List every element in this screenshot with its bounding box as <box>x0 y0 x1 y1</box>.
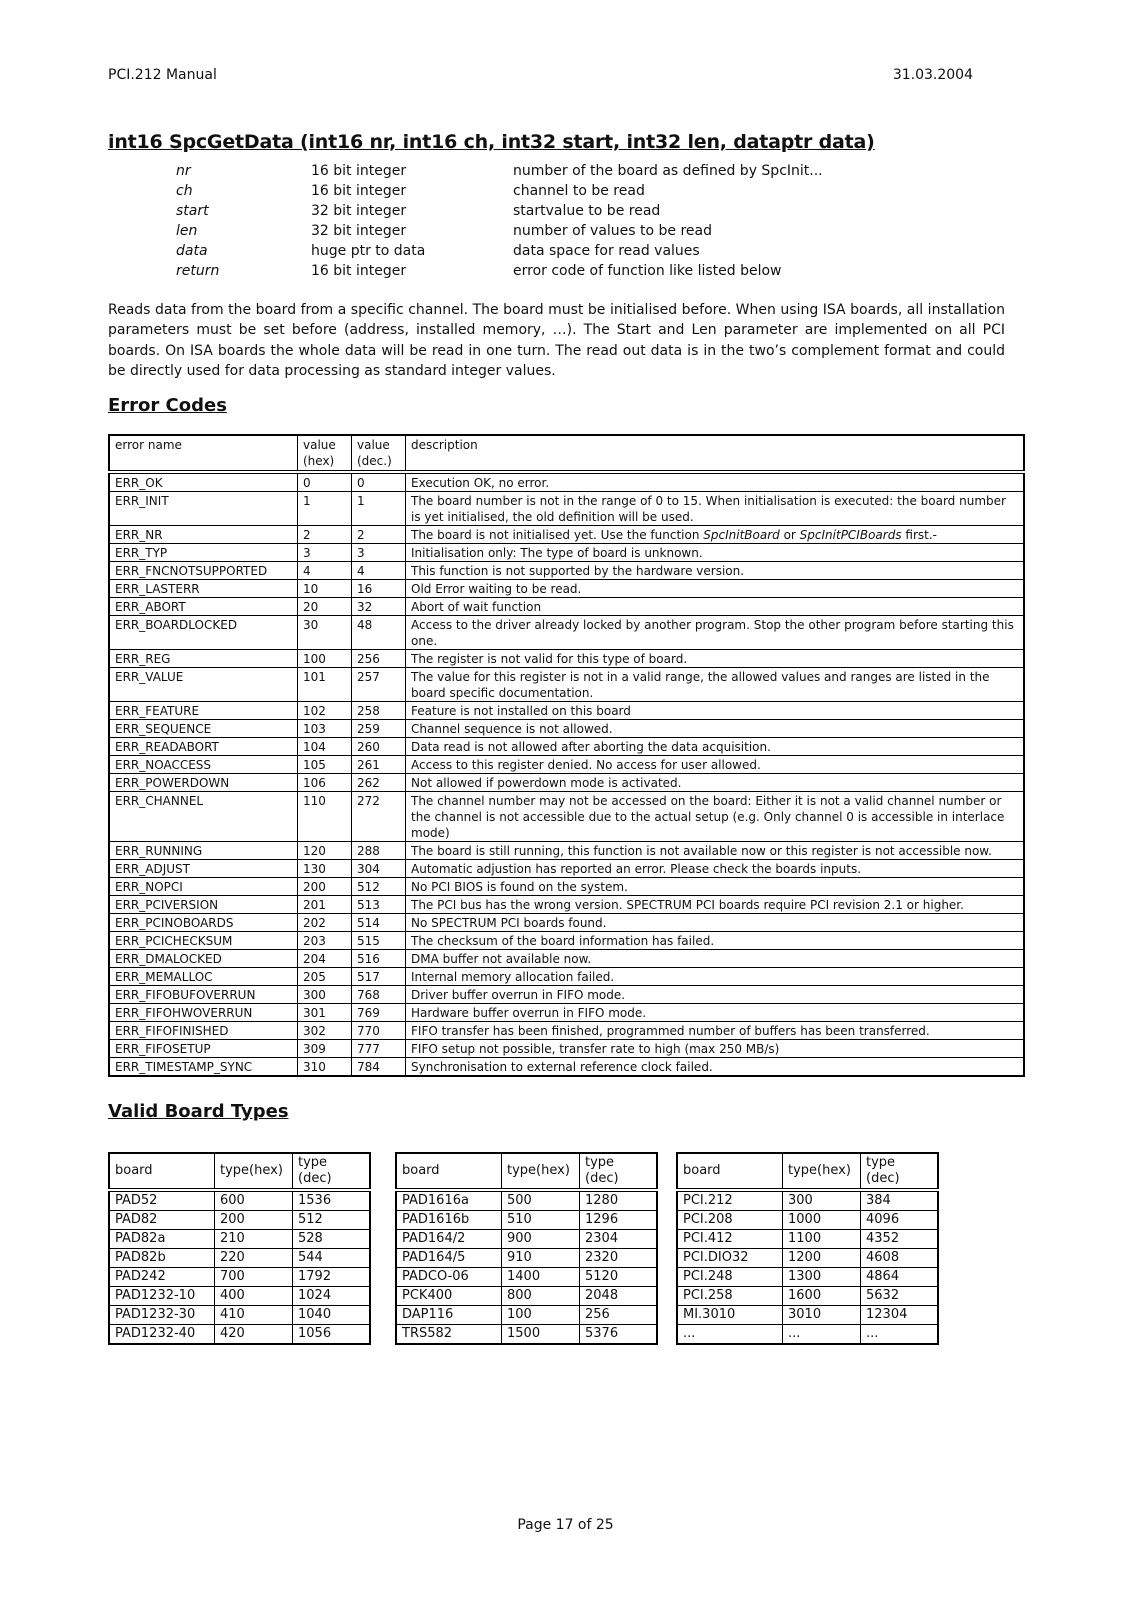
table-row <box>109 1022 1024 1040</box>
table-cell: 30 <box>298 616 352 650</box>
table-cell: 1536 <box>293 1190 371 1211</box>
table-cell: PAD1616a <box>396 1190 502 1211</box>
parameter-type: 16 bit integer <box>311 263 407 279</box>
parameter-type: 16 bit integer <box>311 183 407 199</box>
table-cell: FIFO setup not possible, transfer rate to high (max 250 MB/s) <box>406 1040 1025 1058</box>
parameter-name: nr <box>176 163 191 179</box>
table-row <box>109 914 1024 932</box>
table-cell: 384 <box>861 1190 939 1211</box>
table-row <box>109 878 1024 896</box>
table-cell: Internal memory allocation failed. <box>406 968 1025 986</box>
table-cell: 120 <box>298 842 352 860</box>
table-row <box>109 1287 370 1306</box>
error-table-header-row <box>109 435 1024 472</box>
table-cell: FIFO transfer has been finished, programmed number of buffers has been transferred. <box>406 1022 1025 1040</box>
table-cell: 4 <box>352 562 406 580</box>
table-row <box>396 1306 657 1325</box>
table-row <box>109 950 1024 968</box>
table-cell: Hardware buffer overrun in FIFO mode. <box>406 1004 1025 1022</box>
table-cell: ERR_BOARDLOCKED <box>109 616 298 650</box>
page-footer: Page 17 of 25 <box>517 1517 614 1533</box>
table-cell: ERR_FIFOFINISHED <box>109 1022 298 1040</box>
parameter-description: number of values to be read <box>513 223 713 239</box>
table-cell: 4864 <box>861 1268 939 1287</box>
parameter-type: 16 bit integer <box>311 163 407 179</box>
table-cell: ERR_READABORT <box>109 738 298 756</box>
table-cell: ERR_NR <box>109 526 298 544</box>
table-cell: 2320 <box>580 1249 658 1268</box>
table-cell: 1600 <box>783 1287 861 1306</box>
table-cell: ERR_PCINOBOARDS <box>109 914 298 932</box>
table-cell: ERR_INIT <box>109 492 298 526</box>
table-cell: 1024 <box>293 1287 371 1306</box>
function-reference: SpcInitPCIBoards <box>799 528 902 542</box>
table-row <box>677 1306 938 1325</box>
table-cell: 2048 <box>580 1287 658 1306</box>
table-cell: 500 <box>502 1190 580 1211</box>
table-cell: 258 <box>352 702 406 720</box>
table-row <box>677 1249 938 1268</box>
table-cell: 410 <box>215 1306 293 1325</box>
table-cell: No SPECTRUM PCI boards found. <box>406 914 1025 932</box>
table-cell: ERR_CHANNEL <box>109 792 298 842</box>
table-cell: ERR_SEQUENCE <box>109 720 298 738</box>
table-cell: Feature is not installed on this board <box>406 702 1025 720</box>
table-cell: 2 <box>298 526 352 544</box>
table-cell: 528 <box>293 1230 371 1249</box>
table-cell: ERR_TIMESTAMP_SYNC <box>109 1058 298 1077</box>
parameter-type: huge ptr to data <box>311 243 426 259</box>
table-cell: MI.3010 <box>677 1306 783 1325</box>
column-header: error name <box>109 435 298 472</box>
table-cell: 201 <box>298 896 352 914</box>
table-row <box>109 756 1024 774</box>
table-cell: PADCO-06 <box>396 1268 502 1287</box>
table-row <box>109 1058 1024 1077</box>
table-cell: 1792 <box>293 1268 371 1287</box>
column-header: board <box>109 1153 215 1190</box>
table-cell: PAD1232-30 <box>109 1306 215 1325</box>
table-cell: PCI.248 <box>677 1268 783 1287</box>
table-cell: ERR_TYP <box>109 544 298 562</box>
table-cell: ERR_ABORT <box>109 598 298 616</box>
table-row <box>109 650 1024 668</box>
column-header: type (dec) <box>580 1153 658 1190</box>
parameter-description: startvalue to be read <box>513 203 661 219</box>
table-cell: The channel number may not be accessed on the board: Either it is not a valid channel number or the channel is not accessible due to the actual setup (e.g. Only channel 0 is accessible in interlace mode) <box>406 792 1025 842</box>
table-cell: The checksum of the board information has failed. <box>406 932 1025 950</box>
table-row <box>396 1287 657 1306</box>
table-cell: 256 <box>352 650 406 668</box>
table-row <box>109 526 1024 544</box>
table-cell: Abort of wait function <box>406 598 1025 616</box>
table-cell: 200 <box>215 1211 293 1230</box>
table-row <box>109 1211 370 1230</box>
table-cell: ERR_PCICHECKSUM <box>109 932 298 950</box>
column-header: type (dec) <box>861 1153 939 1190</box>
table-cell: 769 <box>352 1004 406 1022</box>
column-header: type(hex) <box>783 1153 861 1190</box>
table-row <box>109 986 1024 1004</box>
table-row <box>109 1230 370 1249</box>
table-cell: Execution OK, no error. <box>406 472 1025 492</box>
table-cell: 2 <box>352 526 406 544</box>
board-table-header-row <box>677 1153 938 1190</box>
table-cell: 100 <box>502 1306 580 1325</box>
table-cell: 202 <box>298 914 352 932</box>
table-cell: PCI.DIO32 <box>677 1249 783 1268</box>
table-cell: Driver buffer overrun in FIFO mode. <box>406 986 1025 1004</box>
table-row <box>396 1190 657 1211</box>
table-cell: 10 <box>298 580 352 598</box>
table-cell: 204 <box>298 950 352 968</box>
table-cell: 101 <box>298 668 352 702</box>
board-table-header-row <box>396 1153 657 1190</box>
table-cell: ... <box>677 1325 783 1345</box>
parameter-row <box>176 181 913 201</box>
column-header: type(hex) <box>502 1153 580 1190</box>
table-cell: 12304 <box>861 1306 939 1325</box>
table-row <box>109 1190 370 1211</box>
table-row <box>109 968 1024 986</box>
board-types-table-3 <box>676 1152 939 1345</box>
table-row <box>677 1230 938 1249</box>
table-cell: 1 <box>298 492 352 526</box>
table-cell: 300 <box>783 1190 861 1211</box>
table-cell: PAD82b <box>109 1249 215 1268</box>
table-cell: PAD82a <box>109 1230 215 1249</box>
table-cell: No PCI BIOS is found on the system. <box>406 878 1025 896</box>
table-cell: Access to the driver already locked by another program. Stop the other program before starting this one. <box>406 616 1025 650</box>
parameter-row <box>176 261 913 281</box>
table-cell: 260 <box>352 738 406 756</box>
table-cell: 301 <box>298 1004 352 1022</box>
table-cell: 200 <box>298 878 352 896</box>
table-cell: Automatic adjustion has reported an error. Please check the boards inputs. <box>406 860 1025 878</box>
table-row <box>109 842 1024 860</box>
table-row <box>109 472 1024 492</box>
table-row <box>677 1287 938 1306</box>
parameter-row <box>176 201 913 221</box>
table-cell: ERR_NOPCI <box>109 878 298 896</box>
table-row <box>396 1268 657 1287</box>
table-cell: This function is not supported by the hardware version. <box>406 562 1025 580</box>
board-types-table-2 <box>395 1152 658 1345</box>
table-cell: 4608 <box>861 1249 939 1268</box>
table-cell: The PCI bus has the wrong version. SPECTRUM PCI boards require PCI revision 2.1 or higher. <box>406 896 1025 914</box>
table-cell: ERR_NOACCESS <box>109 756 298 774</box>
table-cell: PAD1616b <box>396 1211 502 1230</box>
table-row <box>109 738 1024 756</box>
table-row <box>109 702 1024 720</box>
table-row <box>109 1249 370 1268</box>
table-cell: PCI.208 <box>677 1211 783 1230</box>
description-paragraph: Reads data from the board from a specific channel. The board must be initialised before. When using ISA boards, all installation parameters must be set before (address, installed memory, …). The Start and Len parameter are implemented on all PCI boards. On ISA boards the whole data will be read in one turn. The read out data is in the two’s complement format and could be directly used for data processing as standard integer values. <box>108 302 1005 379</box>
parameter-type: 32 bit integer <box>311 223 407 239</box>
table-cell: 259 <box>352 720 406 738</box>
table-cell: 0 <box>298 472 352 492</box>
table-cell: 400 <box>215 1287 293 1306</box>
table-row <box>109 860 1024 878</box>
table-cell: Not allowed if powerdown mode is activated. <box>406 774 1025 792</box>
table-cell: 1200 <box>783 1249 861 1268</box>
table-cell: 5632 <box>861 1287 939 1306</box>
table-cell: 272 <box>352 792 406 842</box>
table-cell: PAD52 <box>109 1190 215 1211</box>
table-cell: Initialisation only: The type of board is unknown. <box>406 544 1025 562</box>
table-cell: Data read is not allowed after aborting the data acquisition. <box>406 738 1025 756</box>
board-table-header-row <box>109 1153 370 1190</box>
parameter-list <box>176 161 913 281</box>
table-cell: 420 <box>215 1325 293 1345</box>
table-cell: 106 <box>298 774 352 792</box>
table-row <box>109 774 1024 792</box>
table-cell: PAD164/2 <box>396 1230 502 1249</box>
table-cell: 288 <box>352 842 406 860</box>
table-cell: 513 <box>352 896 406 914</box>
table-row <box>677 1268 938 1287</box>
table-row <box>109 1325 370 1345</box>
table-cell: 302 <box>298 1022 352 1040</box>
table-cell: ERR_RUNNING <box>109 842 298 860</box>
table-cell: 309 <box>298 1040 352 1058</box>
table-cell: 310 <box>298 1058 352 1077</box>
function-title: int16 SpcGetData (int16 nr, int16 ch, int32 start, int32 len, dataptr data) <box>108 131 875 153</box>
table-cell: 1300 <box>783 1268 861 1287</box>
table-row <box>109 1004 1024 1022</box>
table-cell: 32 <box>352 598 406 616</box>
table-cell: 48 <box>352 616 406 650</box>
table-cell: 512 <box>352 878 406 896</box>
table-row <box>109 932 1024 950</box>
table-cell: DAP116 <box>396 1306 502 1325</box>
table-cell: 600 <box>215 1190 293 1211</box>
table-cell: 3 <box>298 544 352 562</box>
table-cell: 900 <box>502 1230 580 1249</box>
table-cell: Channel sequence is not allowed. <box>406 720 1025 738</box>
parameter-description: number of the board as defined by SpcInit... <box>513 163 823 179</box>
table-cell: 261 <box>352 756 406 774</box>
table-cell: 515 <box>352 932 406 950</box>
table-cell: ERR_LASTERR <box>109 580 298 598</box>
table-row <box>396 1249 657 1268</box>
board-types-heading: Valid Board Types <box>108 1101 289 1122</box>
table-cell: ERR_PCIVERSION <box>109 896 298 914</box>
table-row <box>109 1268 370 1287</box>
table-cell: 1100 <box>783 1230 861 1249</box>
table-cell: TRS582 <box>396 1325 502 1345</box>
table-cell: ERR_FIFOHWOVERRUN <box>109 1004 298 1022</box>
table-cell: 768 <box>352 986 406 1004</box>
table-row <box>109 598 1024 616</box>
table-cell: 220 <box>215 1249 293 1268</box>
table-cell: 104 <box>298 738 352 756</box>
table-cell: 4352 <box>861 1230 939 1249</box>
table-cell: 256 <box>580 1306 658 1325</box>
table-cell: ... <box>783 1325 861 1345</box>
table-cell: 203 <box>298 932 352 950</box>
table-cell: ERR_MEMALLOC <box>109 968 298 986</box>
table-row <box>109 544 1024 562</box>
table-row <box>677 1211 938 1230</box>
table-cell: ERR_FIFOSETUP <box>109 1040 298 1058</box>
table-cell: The value for this register is not in a valid range, the allowed values and ranges are listed in the board specific documentation. <box>406 668 1025 702</box>
table-row <box>109 1306 370 1325</box>
table-cell: 516 <box>352 950 406 968</box>
table-row <box>677 1325 938 1345</box>
table-cell: 1 <box>352 492 406 526</box>
table-cell: 3 <box>352 544 406 562</box>
table-cell: The register is not valid for this type of board. <box>406 650 1025 668</box>
table-cell: 1500 <box>502 1325 580 1345</box>
table-cell: ERR_DMALOCKED <box>109 950 298 968</box>
column-header: board <box>396 1153 502 1190</box>
table-cell: The board number is not in the range of 0 to 15. When initialisation is executed: the board number is yet initialised, the old definition will be used. <box>406 492 1025 526</box>
table-cell: 5376 <box>580 1325 658 1345</box>
column-header: type(hex) <box>215 1153 293 1190</box>
column-header: board <box>677 1153 783 1190</box>
table-cell: 100 <box>298 650 352 668</box>
table-cell: 544 <box>293 1249 371 1268</box>
table-cell: 0 <box>352 472 406 492</box>
table-cell: ERR_REG <box>109 650 298 668</box>
table-cell: 700 <box>215 1268 293 1287</box>
table-cell: 16 <box>352 580 406 598</box>
table-cell: PAD242 <box>109 1268 215 1287</box>
table-cell: Access to this register denied. No access for user allowed. <box>406 756 1025 774</box>
function-reference: SpcInitBoard <box>703 528 780 542</box>
table-row <box>396 1325 657 1345</box>
table-cell: 777 <box>352 1040 406 1058</box>
table-cell: 205 <box>298 968 352 986</box>
table-row <box>396 1230 657 1249</box>
table-cell: 1000 <box>783 1211 861 1230</box>
table-cell: PCK400 <box>396 1287 502 1306</box>
table-row <box>109 562 1024 580</box>
table-row <box>396 1211 657 1230</box>
table-cell: PAD1232-40 <box>109 1325 215 1345</box>
table-row <box>109 720 1024 738</box>
table-cell: 262 <box>352 774 406 792</box>
table-cell: 130 <box>298 860 352 878</box>
table-cell: 5120 <box>580 1268 658 1287</box>
table-cell: PCI.412 <box>677 1230 783 1249</box>
table-cell: ERR_OK <box>109 472 298 492</box>
table-cell: ERR_FIFOBUFOVERRUN <box>109 986 298 1004</box>
parameter-name: start <box>176 203 209 219</box>
table-cell: 1056 <box>293 1325 371 1345</box>
error-codes-heading: Error Codes <box>108 395 227 416</box>
table-cell: 1040 <box>293 1306 371 1325</box>
table-row <box>109 580 1024 598</box>
table-cell: The board is not initialised yet. Use the function SpcInitBoard or SpcInitPCIBoards first.- <box>406 526 1025 544</box>
table-cell: 1296 <box>580 1211 658 1230</box>
table-cell: 103 <box>298 720 352 738</box>
table-row <box>109 896 1024 914</box>
table-cell: PAD164/5 <box>396 1249 502 1268</box>
column-header: value (dec.) <box>352 435 406 472</box>
table-cell: 257 <box>352 668 406 702</box>
table-cell: 512 <box>293 1211 371 1230</box>
parameter-row <box>176 161 913 181</box>
table-cell: 4096 <box>861 1211 939 1230</box>
table-cell: 2304 <box>580 1230 658 1249</box>
table-cell: Synchronisation to external reference clock failed. <box>406 1058 1025 1077</box>
table-cell: 4 <box>298 562 352 580</box>
parameter-description: error code of function like listed below <box>513 263 782 279</box>
header-title: PCI.212 Manual <box>108 67 217 83</box>
header-date: 31.03.2004 <box>892 67 973 83</box>
table-cell: PCI.258 <box>677 1287 783 1306</box>
table-cell: DMA buffer not available now. <box>406 950 1025 968</box>
table-cell: ERR_FEATURE <box>109 702 298 720</box>
table-cell: 510 <box>502 1211 580 1230</box>
parameter-row <box>176 241 913 261</box>
table-cell: 800 <box>502 1287 580 1306</box>
table-cell: ERR_ADJUST <box>109 860 298 878</box>
table-cell: ... <box>861 1325 939 1345</box>
table-row <box>109 1040 1024 1058</box>
column-header: type (dec) <box>293 1153 371 1190</box>
table-row <box>109 792 1024 842</box>
table-row <box>109 668 1024 702</box>
table-cell: 514 <box>352 914 406 932</box>
table-cell: PCI.212 <box>677 1190 783 1211</box>
table-cell: ERR_FNCNOTSUPPORTED <box>109 562 298 580</box>
table-cell: The board is still running, this function is not available now or this register is not accessible now. <box>406 842 1025 860</box>
table-cell: 110 <box>298 792 352 842</box>
table-cell: Old Error waiting to be read. <box>406 580 1025 598</box>
parameter-name: len <box>176 223 198 239</box>
table-cell: ERR_VALUE <box>109 668 298 702</box>
table-cell: 3010 <box>783 1306 861 1325</box>
table-cell: 517 <box>352 968 406 986</box>
table-cell: 1400 <box>502 1268 580 1287</box>
table-cell: 300 <box>298 986 352 1004</box>
column-header: description <box>406 435 1025 472</box>
table-cell: PAD1232-10 <box>109 1287 215 1306</box>
table-cell: 20 <box>298 598 352 616</box>
column-header: value (hex) <box>298 435 352 472</box>
parameter-description: data space for read values <box>513 243 700 259</box>
table-row <box>109 492 1024 526</box>
table-cell: 1280 <box>580 1190 658 1211</box>
parameter-type: 32 bit integer <box>311 203 407 219</box>
table-cell: PAD82 <box>109 1211 215 1230</box>
table-cell: 210 <box>215 1230 293 1249</box>
table-cell: 105 <box>298 756 352 774</box>
table-row <box>109 616 1024 650</box>
board-types-table-1 <box>108 1152 371 1345</box>
table-row <box>677 1190 938 1211</box>
table-cell: 102 <box>298 702 352 720</box>
table-cell: 304 <box>352 860 406 878</box>
parameter-name: ch <box>176 183 193 199</box>
table-cell: 910 <box>502 1249 580 1268</box>
parameter-description: channel to be read <box>513 183 645 199</box>
error-codes-table <box>108 434 1025 1077</box>
table-cell: ERR_POWERDOWN <box>109 774 298 792</box>
parameter-name: data <box>176 243 208 259</box>
table-cell: 770 <box>352 1022 406 1040</box>
table-cell: 784 <box>352 1058 406 1077</box>
parameter-name: return <box>176 263 220 279</box>
parameter-row <box>176 221 913 241</box>
